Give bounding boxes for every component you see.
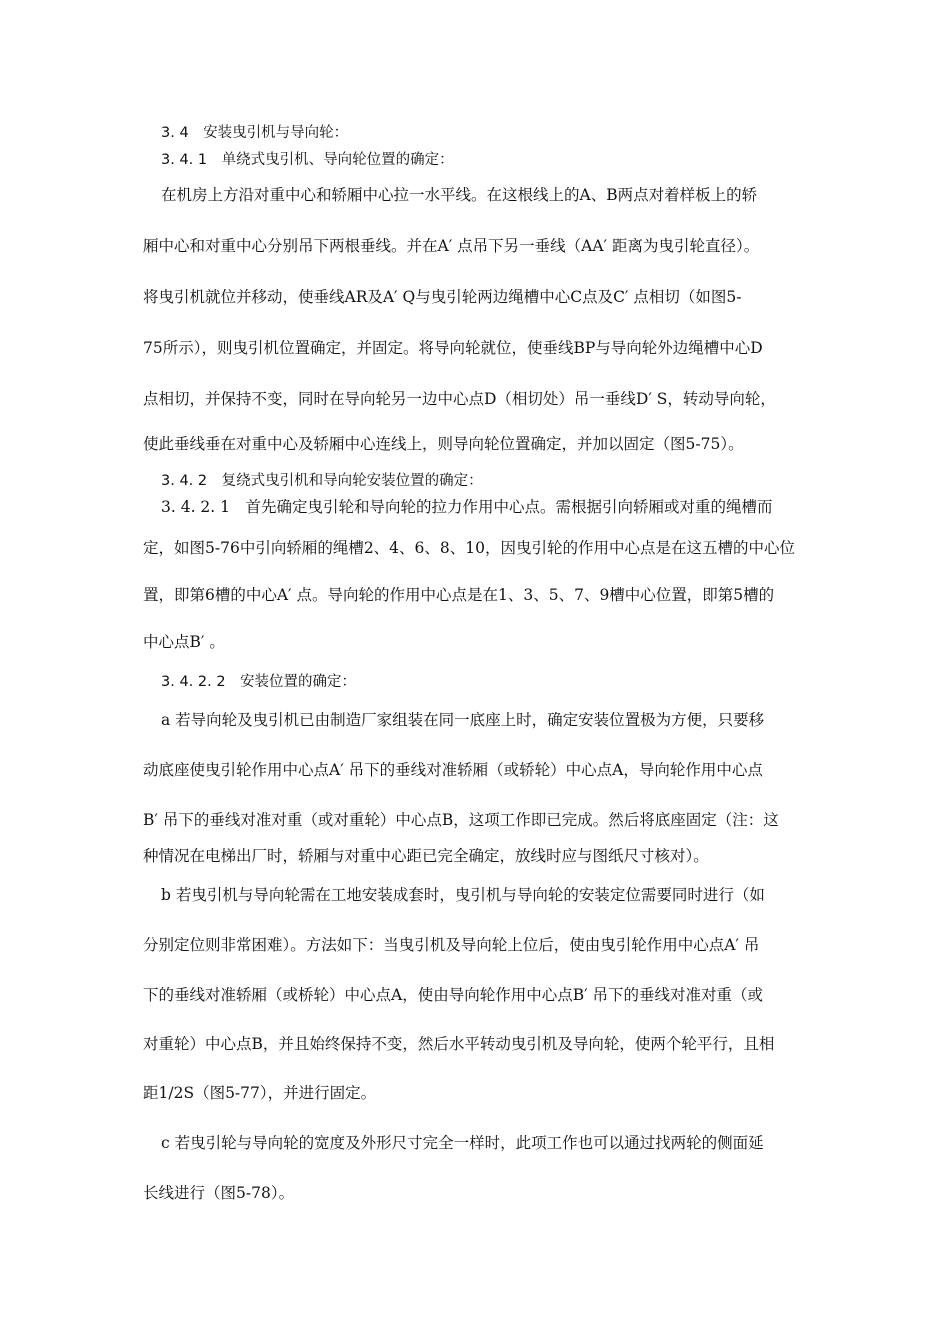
section-heading-3-4-2: 3. 4. 2 复绕式曳引机和导向轮安装位置的确定： xyxy=(161,473,483,489)
paragraph-line: 3. 4. 2. 1 首先确定曳引轮和导向轮的拉力作用中心点。需根据引向轿厢或对重的绳槽而 xyxy=(161,498,773,516)
paragraph-line: 动底座使曳引轮作用中心点A′ 吊下的垂线对准轿厢（或轿轮）中心点A，导向轮作用中心点 xyxy=(143,761,763,779)
paragraph-line: b 若曳引机与导向轮需在工地安装成套时，曳引机与导向轮的安装定位需要同时进行（如 xyxy=(161,886,765,904)
paragraph-line: 将曳引机就位并移动，使垂线AR及A′ Q与曳引轮两边绳槽中心C点及C′ 点相切（如图5- xyxy=(143,288,742,306)
paragraph-line: 置，即第6槽的中心A′ 点。导向轮的作用中心点是在1、3、5、7、9槽中心位置，即第5槽的 xyxy=(143,586,775,604)
paragraph-line: 对重轮）中心点B，并且始终保持不变，然后水平转动曳引机及导向轮，使两个轮平行，且相 xyxy=(143,1035,775,1053)
section-heading-3-4-1: 3. 4. 1 单绕式曳引机、导向轮位置的确定： xyxy=(161,152,454,168)
paragraph-line: 定，如图5-76中引向轿厢的绳槽2、4、6、8、10，因曳引轮的作用中心点是在这五槽的中心位 xyxy=(143,539,795,557)
paragraph-line: 分别定位则非常困难）。方法如下：当曳引机及导向轮上位后，使由曳引轮作用中心点A′ 吊 xyxy=(143,936,760,954)
paragraph-line: 下的垂线对准轿厢（或桥轮）中心点A，使由导向轮作用中心点B′ 吊下的垂线对准对重（或 xyxy=(143,986,764,1004)
paragraph-line: 在机房上方沿对重中心和轿厢中心拉一水平线。在这根线上的A、B两点对着样板上的轿 xyxy=(161,186,758,204)
paragraph-line: 距1/2S（图5-77），并进行固定。 xyxy=(143,1084,377,1102)
paragraph-line: 厢中心和对重中心分别吊下两根垂线。并在A′ 点吊下另一垂线（AA′ 距离为曳引轮直径）。 xyxy=(143,237,760,255)
paragraph-line: 75所示），则曳引机位置确定，并固定。将导向轮就位，使垂线BP与导向轮外边绳槽中心D xyxy=(143,339,763,357)
paragraph-line: 长线进行（图5-78）。 xyxy=(143,1184,295,1202)
paragraph-line: 点相切，并保持不变，同时在导向轮另一边中心点D（相切处）吊一垂线D′ S，转动导向轮， xyxy=(143,390,776,408)
paragraph-line: 中心点B′ 。 xyxy=(143,633,225,651)
paragraph-line: a 若导向轮及曳引机已由制造厂家组装在同一底座上时，确定安装位置极为方便，只要移 xyxy=(161,711,765,729)
paragraph-line: 使此垂线垂在对重中心及轿厢中心连线上，则导向轮位置确定，并加以固定（图5-75）。 xyxy=(143,435,744,453)
paragraph-line: B′ 吊下的垂线对准对重（或对重轮）中心点B，这项工作即已完成。然后将底座固定（注：这 xyxy=(143,811,779,829)
section-heading-3-4-2-2: 3. 4. 2. 2 安装位置的确定： xyxy=(161,674,357,690)
paragraph-line: c 若曳引轮与导向轮的宽度及外形尺寸完全一样时，此项工作也可以通过找两轮的侧面延 xyxy=(161,1134,764,1152)
section-heading-3-4: 3. 4 安装曳引机与导向轮： xyxy=(161,125,349,141)
paragraph-line: 种情况在电梯出厂时，轿厢与对重中心距已完全确定，放线时应与图纸尺寸核对）。 xyxy=(143,847,709,865)
